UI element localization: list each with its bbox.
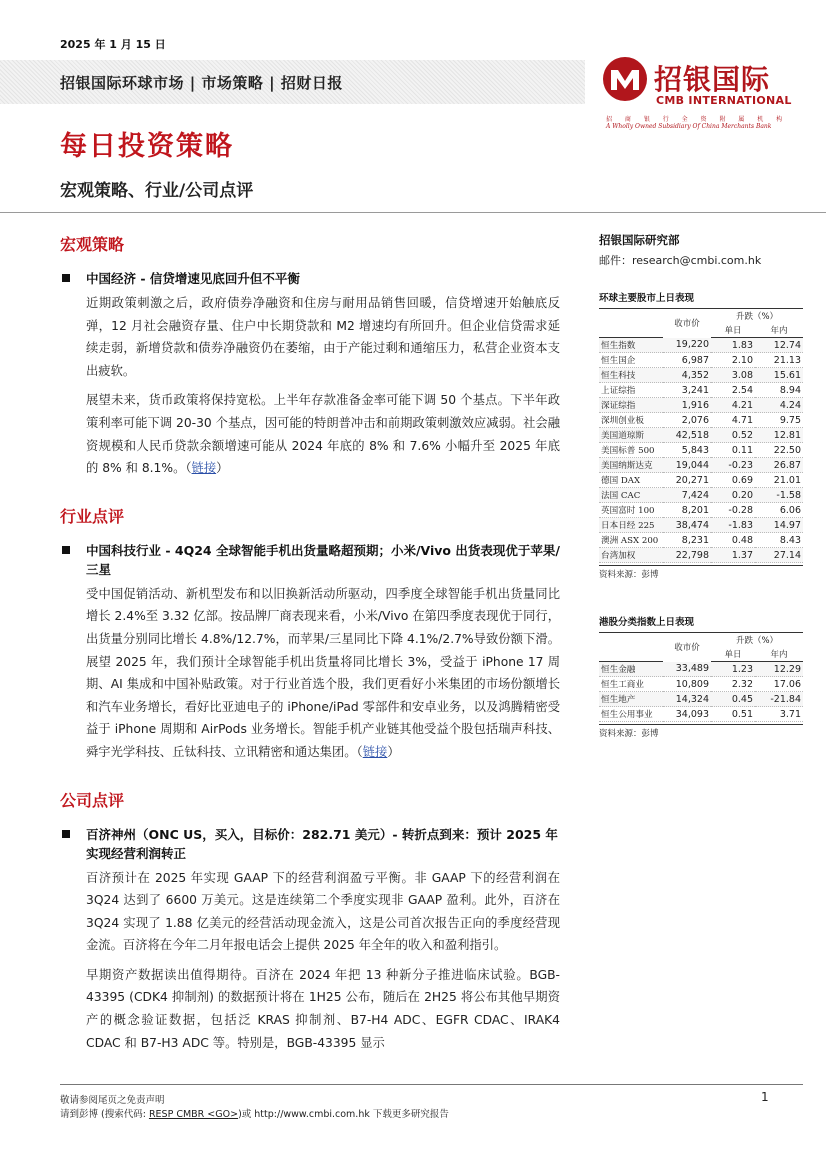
bullet-heading: 百济神州（ONC US，买入，目标价：282.71 美元）- 转折点到来：预计 2025 年实现经营利润转正 [60, 825, 560, 863]
contact-email[interactable]: 邮件：research@cmbi.com.hk [599, 254, 762, 267]
table-row [599, 383, 803, 398]
paragraph-text: 受中国促销活动、新机型发布和以旧换新活动所驱动，四季度全球智能手机出货量同比增长 2.4%至 3.32 亿部。按品牌厂商表现来看，小米/Vivo 在第四季度表现优于同行，出货量分别同比增长 4.8%/12.7%，而苹果/三星同比下降 4.1%/2.7%导致份额下滑。展望 2025 年，我们预计全球智能手机出货量将同比增长 3%，受益于 iPhone 17 周期、AI 集成和中国补贴政策。对于行业首选个股，我们更看好小米集团的市场份额增长和汽车业务增长，看好比亚迪电子的 iPhone/iPad 零部件和安卓业务，以及鸿腾精密受益于 iPhone 周期和 AirPods 业务增长。智能手机产业链其他受益个股包括瑞声科技、舜宇光学科技、丘钛科技、立讯精密和通达集团。 [86, 586, 560, 759]
col-header: 年内 [755, 647, 803, 662]
cmbi-logo-icon [602, 56, 648, 102]
close-value: 19,044 [675, 459, 709, 471]
industry-section [60, 504, 560, 764]
footer-download-note [60, 1106, 449, 1120]
bloomberg-code-link[interactable]: RESP CMBR <GO> [148, 1109, 239, 1120]
index-name: 恒生地产 [601, 695, 636, 705]
table-row [599, 368, 803, 383]
bullet-heading: 中国科技行业 - 4Q24 全球智能手机出货量略超预期；小米/Vivo 出货表现优于苹果/三星 [60, 541, 560, 579]
link[interactable]: 链接 [362, 744, 388, 759]
close-value: 8,201 [681, 504, 709, 516]
close-value: 3,241 [681, 384, 709, 396]
day-change: -1.83 [728, 519, 753, 531]
index-name: 美国标普 500 [601, 446, 655, 456]
close-value: 19,220 [675, 339, 709, 351]
ytd-change: -21.84 [770, 693, 801, 705]
page-number: 1 [761, 1090, 769, 1104]
table-row [599, 353, 803, 368]
ytd-change: 6.06 [779, 504, 801, 516]
hk-sector-table [599, 614, 803, 739]
paragraph: 近期政策刺激之后，政府债券净融资和住房与耐用品销售回暖，信贷增速开始触底反弹，12 月社会融资存量、住户中长期贷款和 M2 增速均有所回升。但企业信贷需求延续走弱，新增贷款和债券净融资仍在萎缩，由于产能过剩和通缩压力，私营企业资本支出疲软。 [86, 296, 560, 378]
index-name: 恒生指数 [601, 341, 636, 351]
table-row [599, 707, 803, 722]
table-row [599, 338, 803, 353]
table-row [599, 488, 803, 503]
close-value: 42,518 [675, 429, 709, 441]
main-content [60, 232, 560, 1061]
col-header: 收市价 [663, 309, 711, 338]
ytd-change: 14.97 [773, 519, 801, 531]
day-change: 4.71 [731, 414, 753, 426]
day-change: 4.21 [731, 399, 753, 411]
footer-divider [60, 1084, 803, 1085]
day-change: 2.10 [731, 354, 753, 366]
col-header: 单日 [711, 323, 755, 338]
day-change: 1.83 [731, 339, 753, 351]
ytd-change: 8.43 [779, 534, 801, 546]
ytd-change: -1.58 [776, 489, 801, 501]
footer-prefix: 请到彭博 (搜索代码: [60, 1109, 149, 1120]
paragraph: 展望未来，货币政策将保持宽松。上半年存款准备金率可能下调 50 个基点。下半年政策利率可能下调 20-30 个基点，因可能的特朗普冲击和前期政策刺激效应减弱。社会融资规模和人民币贷款余额增速可能从 2024 年底的 8% 和 7.6% 小幅升至 2025 年底的 8% 和 8.1%。（链接） [86, 393, 560, 476]
close-value: 7,424 [681, 489, 709, 501]
index-name: 恒生金融 [601, 665, 636, 675]
day-change: -0.28 [728, 504, 753, 516]
index-name: 恒生工商业 [601, 680, 644, 690]
ytd-change: 4.24 [779, 399, 801, 411]
table-row [599, 413, 803, 428]
table-source: 资料来源：彭博 [599, 724, 803, 739]
ytd-change: 12.74 [773, 339, 801, 351]
paragraph: 受中国促销活动、新机型发布和以旧换新活动所驱动，四季度全球智能手机出货量同比增长 2.4%至 3.32 亿部。按品牌厂商表现来看，小米/Vivo 在第四季度表现优于同行，出货量分别同比增长 4.8%/12.7%，而苹果/三星同比下降 4.1%/2.7%导致份额下滑。展望 2025 年，我们预计全球智能手机出货量将同比增长 3%，受益于 iPhone 17 周期、AI 集成和中国补贴政策。对于行业首选个股，我们更看好小米集团的市场份额增长和汽车业务增长，看好比亚迪电子的 iPhone/iPad 零部件和安卓业务，以及鸿腾精密受益于 iPhone 周期和 AirPods 业务增长。智能手机产业链其他受益个股包括瑞声科技、舜宇光学科技、丘钛科技、立讯精密和通达集团。（链接） [86, 586, 560, 759]
logo-en-text: CMB INTERNATIONAL [656, 94, 792, 107]
col-header: 收市价 [663, 633, 711, 662]
logo-sub-en: A Wholly Owned Subsidiary Of China Merchants Bank [606, 123, 772, 130]
close-value: 33,489 [675, 663, 709, 675]
footer-disclaimer[interactable]: 敬请参阅尾页之免责声明 [60, 1095, 165, 1106]
footer-suffix: )或 http://www.cmbi.com.hk 下载更多研究报告 [238, 1109, 449, 1120]
col-header: 年内 [755, 323, 803, 338]
ytd-change: 27.14 [773, 549, 801, 561]
day-change: -0.23 [728, 459, 753, 471]
table-row [599, 692, 803, 707]
header-breadcrumb: 招银国际环球市场 | 市场策略 | 招财日报 [60, 74, 343, 92]
section-heading: 宏观策略 [60, 235, 125, 254]
link[interactable]: 链接 [191, 461, 217, 476]
index-name: 恒生国企 [601, 356, 636, 366]
day-change: 2.54 [731, 384, 753, 396]
ytd-change: 8.94 [779, 384, 801, 396]
paragraph: 早期资产数据读出值得期待。百济在 2024 年把 13 种新分子推进临床试验。BGB-43395 (CDK4 抑制剂) 的数据预计将在 1H25 公布，随后在 2H25 将公布其他早期资产的概念验证数据，包括泛 KRAS 抑制剂、B7-H4 ADC、EGFR CDAC、IRAK4 CDAC 和 B7-H3 ADC 等。特别是，BGB-43395 显示 [86, 967, 560, 1050]
table-row [599, 443, 803, 458]
ytd-change: 15.61 [773, 369, 801, 381]
ytd-change: 3.71 [779, 708, 801, 720]
close-value: 2,076 [681, 414, 709, 426]
col-header: 升跌（%） [711, 633, 803, 648]
section-heading: 公司点评 [60, 790, 125, 810]
logo-cn-text: 招银国际 [654, 63, 771, 96]
ytd-change: 21.13 [773, 354, 801, 366]
close-value: 10,809 [675, 678, 709, 690]
table-row [599, 518, 803, 533]
report-date: 2025 年 1 月 15 日 [60, 38, 166, 51]
close-value: 8,231 [681, 534, 709, 546]
close-value: 34,093 [675, 708, 709, 720]
research-dept: 招银国际研究部 [599, 233, 680, 247]
paragraph: 百济预计在 2025 年实现 GAAP 下的经营利润盈亏平衡。非 GAAP 下的经营利润在 3Q24 达到了 6600 万美元。这是连续第二个季度实现非 GAAP 盈利。此外，百济在 3Q24 实现了 1.88 亿美元的经营活动现金流入，这是公司首次报告正向的季度经营现金流。百济将在今年二月年报电话会上提供 2025 年全年的收入和盈利指引。 [86, 870, 560, 953]
ytd-change: 21.01 [773, 474, 801, 486]
day-change: 1.23 [731, 663, 753, 675]
company-section [60, 788, 560, 1055]
cmbi-logo [602, 56, 802, 136]
index-name: 美国道琼斯 [601, 431, 644, 441]
day-change: 0.51 [731, 708, 753, 720]
index-name: 德国 DAX [601, 476, 641, 486]
section-heading: 行业点评 [60, 506, 125, 526]
close-value: 1,916 [681, 399, 709, 411]
col-header: 单日 [711, 647, 755, 662]
index-name: 英国富时 100 [601, 506, 655, 516]
ytd-change: 22.50 [773, 444, 801, 456]
table-row [599, 662, 803, 677]
close-value: 5,843 [681, 444, 709, 456]
table-row [599, 548, 803, 563]
index-name: 恒生公用事业 [601, 710, 653, 720]
day-change: 0.48 [731, 534, 753, 546]
day-change: 0.11 [731, 444, 753, 456]
day-change: 0.20 [731, 489, 753, 501]
day-change: 2.32 [731, 678, 753, 690]
bullet-heading: 中国经济 - 信贷增速见底回升但不平衡 [60, 269, 560, 288]
global-markets-table [599, 290, 803, 580]
paragraph-text: 展望未来，货币政策将保持宽松。上半年存款准备金率可能下调 50 个基点。下半年政策利率可能下调 20-30 个基点，因可能的特朗普冲击和前期政策刺激效应减弱。社会融资规模和人民币贷款余额增速可能从 2024 年底的 8% 和 7.6% 小幅升至 2025 年底的 8% 和 8.1%。 [86, 393, 560, 476]
day-change: 3.08 [731, 369, 753, 381]
page-subtitle: 宏观策略、行业/公司点评 [60, 181, 254, 201]
ytd-change: 12.29 [773, 663, 801, 675]
table-row [599, 458, 803, 473]
index-name: 日本日经 225 [601, 521, 655, 531]
page-title: 每日投资策略 [60, 131, 234, 162]
table-title: 港股分类指数上日表现 [599, 617, 695, 628]
index-name: 法国 CAC [601, 491, 641, 501]
table-row [599, 473, 803, 488]
col-header: 升跌（%） [711, 309, 803, 324]
close-value: 6,987 [681, 354, 709, 366]
close-value: 38,474 [675, 519, 709, 531]
logo-sub-cn: 招 商 银 行 全 资 附 属 机 构 [606, 116, 788, 123]
day-change: 0.52 [731, 429, 753, 441]
table-row [599, 503, 803, 518]
table-row [599, 398, 803, 413]
close-value: 14,324 [675, 693, 709, 705]
table-row [599, 533, 803, 548]
index-name: 深圳创业板 [601, 416, 644, 426]
close-value: 4,352 [681, 369, 709, 381]
sidebar [599, 232, 803, 739]
close-value: 22,798 [675, 549, 709, 561]
close-value: 20,271 [675, 474, 709, 486]
index-name: 深证综指 [601, 401, 636, 411]
table-row [599, 677, 803, 692]
index-name: 恒生科技 [601, 371, 636, 381]
index-name: 上证综指 [601, 386, 636, 396]
index-name: 澳洲 ASX 200 [601, 536, 659, 546]
table-title: 环球主要股市上日表现 [599, 293, 695, 304]
day-change: 0.45 [731, 693, 753, 705]
day-change: 1.37 [731, 549, 753, 561]
ytd-change: 17.06 [773, 678, 801, 690]
index-name: 台湾加权 [601, 551, 636, 561]
ytd-change: 12.81 [773, 429, 801, 441]
table-source: 资料来源：彭博 [599, 565, 803, 580]
macro-section [60, 232, 560, 480]
ytd-change: 9.75 [779, 414, 801, 426]
title-divider [0, 212, 826, 213]
ytd-change: 26.87 [773, 459, 801, 471]
table-row [599, 428, 803, 443]
day-change: 0.69 [731, 474, 753, 486]
index-name: 美国纳斯达克 [601, 461, 653, 471]
